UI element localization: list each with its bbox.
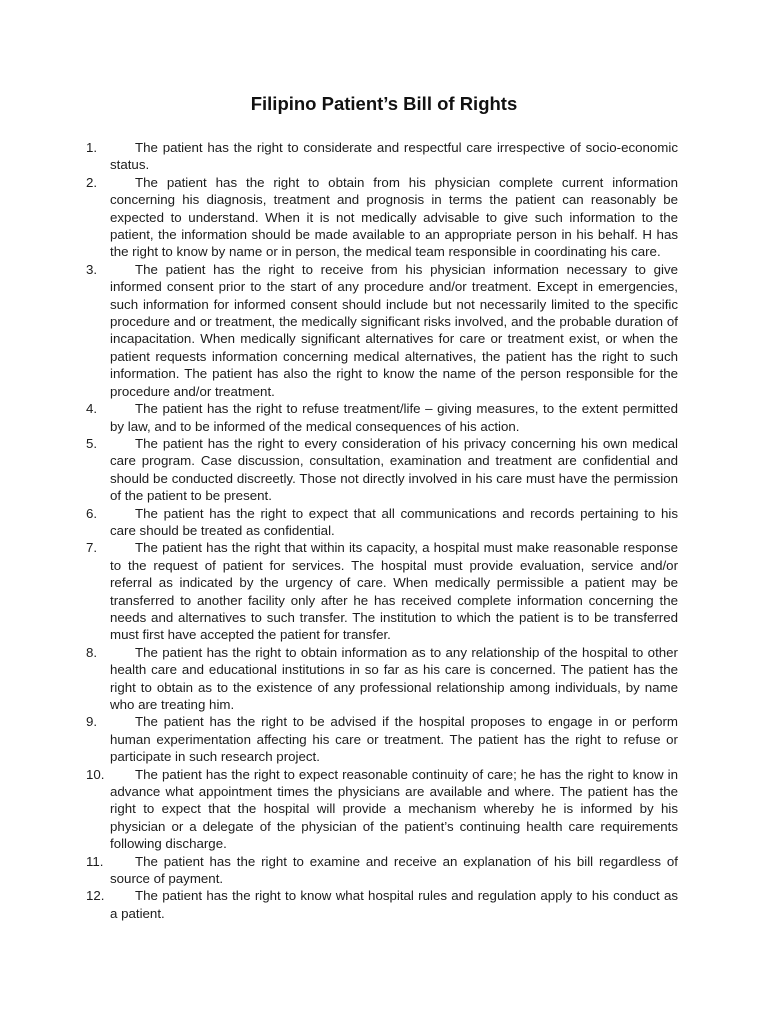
item-number: 4.	[86, 401, 98, 417]
list-item	[86, 139, 678, 174]
item-text: The patient has the right to every consideration of his privacy concerning his own medical care program. Case discussion, consultation, examination and treatment are confidential and should be conducted discreetly. Those not directly involved in his care must have the permission of the patient to be present.	[110, 435, 678, 504]
item-text: The patient has the right that within its capacity, a hospital must make reasonable response to the request of patient for services. The hospital must provide evaluation, service and/or referral as indicated by the urgency of care. When medically permissible a patient may be transferred to another facility only after he has received complete information concerning the needs and alternatives to such transfer. The institution to which the patient is to be transferred must first have accepted the patient for transfer.	[110, 540, 678, 643]
item-text: The patient has the right to considerate and respectful care irrespective of socio-economic status.	[110, 140, 678, 173]
item-number: 2.	[86, 174, 98, 190]
list-item	[86, 644, 678, 714]
item-number: 5.	[86, 435, 98, 451]
list-item	[86, 887, 678, 922]
item-text: The patient has the right to refuse treatment/life – giving measures, to the extent permitted by law, and to be informed of the medical consequences of his action.	[110, 401, 678, 434]
list-item	[86, 505, 678, 540]
item-number: 12.	[86, 888, 105, 904]
item-number: 3.	[86, 261, 98, 277]
item-number: 1.	[86, 140, 98, 155]
item-number: 11.	[86, 853, 104, 869]
item-text: The patient has the right to obtain from his physician complete current information concerning his diagnosis, treatment and prognosis in terms the patient can reasonably be expected to understand. When it is not medically advisable to give such information to the patient, the information should be made available to an appropriate person in his behalf. H has the right to know by name or in person, the medical team responsible in coordinating his care.	[110, 174, 678, 260]
list-item	[86, 400, 678, 435]
list-item	[86, 853, 678, 888]
list-item	[86, 174, 678, 261]
item-text: The patient has the right to know what hospital rules and regulation apply to his conduct as a patient.	[110, 888, 678, 921]
list-item	[86, 539, 678, 643]
item-number: 7.	[86, 540, 98, 556]
item-number: 8.	[86, 644, 98, 660]
item-text: The patient has the right to expect that all communications and records pertaining to his care should be treated as confidential.	[110, 505, 678, 538]
item-text: The patient has the right to expect reasonable continuity of care; he has the right to know in advance what appointment times the physicians are available and where. The patient has the right to expect that the hospital will provide a mechanism whereby he is informed by his physician or a delegate of the physician of the patient’s continuing health care requirements following discharge.	[110, 766, 678, 852]
item-text: The patient has the right to obtain information as to any relationship of the hospital to other health care and educational institutions in so far as his care is concerned. The patient has the right to obtain as to the existence of any professional relationship among individuals, by name who are treating him.	[110, 644, 678, 712]
item-number: 6.	[86, 505, 98, 521]
item-text: The patient has the right to examine and receive an explanation of his bill regardless of source of payment.	[110, 853, 678, 887]
list-item	[86, 713, 678, 765]
rights-list	[86, 139, 678, 922]
list-item	[86, 261, 678, 400]
list-item	[86, 766, 678, 853]
document-title: Filipino Patient’s Bill of Rights	[250, 93, 518, 114]
item-number: 9.	[86, 714, 98, 730]
item-text: The patient has the right to receive from his physician information necessary to give informed consent prior to the start of any procedure and/or treatment. Except in emergencies, such information for informed consent should include but not necessarily limited to the specific procedure and or treatment, the medically significant risks involved, and the probable duration of incapacitation. When medically significant alternatives for care or treatment exist, or when the patient requests information concerning medical alternatives, the patient has the right to such information. The patient has also the right to know the name of the person responsible for the procedure and/or treatment.	[110, 261, 678, 399]
item-text: The patient has the right to be advised if the hospital proposes to engage in or perform human experimentation affecting his care or treatment. The patient has the right to refuse or participate in such research project.	[110, 714, 678, 765]
item-number: 10.	[86, 766, 105, 782]
list-item	[86, 435, 678, 505]
